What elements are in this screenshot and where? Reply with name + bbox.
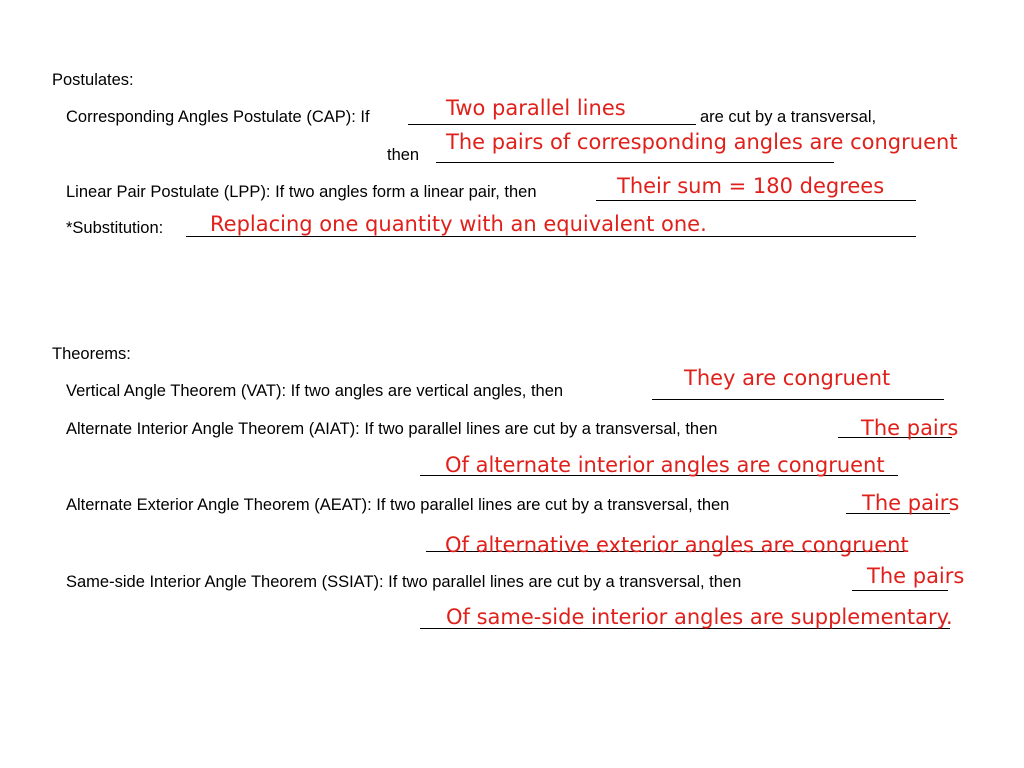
- substitution-answer: Replacing one quantity with an equivalent one.: [210, 212, 707, 236]
- lpp-statement: Linear Pair Postulate (LPP): If two angles form a linear pair, then: [66, 183, 537, 201]
- substitution-blank[interactable]: [186, 236, 916, 237]
- aeat-answer-2: Of alternative exterior angles are congruent: [445, 533, 909, 557]
- aiat-answer-1: The pairs: [861, 416, 959, 440]
- aeat-answer-1: The pairs: [862, 491, 960, 515]
- vat-statement: Vertical Angle Theorem (VAT): If two angles are vertical angles, then: [66, 382, 564, 400]
- cap-then: then: [387, 146, 420, 164]
- cap-blank-2[interactable]: [436, 162, 834, 163]
- ssiat-statement: Same-side Interior Angle Theorem (SSIAT): If two parallel lines are cut by a transversal, then: [66, 573, 742, 591]
- aiat-answer-2: Of alternate interior angles are congruent: [445, 453, 885, 477]
- ssiat-answer-2: Of same-side interior angles are supplementary.: [446, 605, 953, 629]
- theorems-heading: Theorems:: [52, 345, 131, 363]
- aeat-statement: Alternate Exterior Angle Theorem (AEAT): If two parallel lines are cut by a transversal, then: [66, 496, 730, 514]
- cap-answer-2: The pairs of corresponding angles are congruent: [446, 130, 958, 154]
- aiat-statement: Alternate Interior Angle Theorem (AIAT): If two parallel lines are cut by a transversal, then: [66, 420, 718, 438]
- ssiat-blank-1[interactable]: [852, 590, 948, 591]
- lpp-answer: Their sum = 180 degrees: [617, 174, 885, 198]
- vat-blank[interactable]: [652, 399, 944, 400]
- postulates-heading: Postulates:: [52, 71, 134, 89]
- cap-suffix: are cut by a transversal,: [700, 108, 877, 126]
- cap-answer-1: Two parallel lines: [446, 96, 626, 120]
- ssiat-answer-1: The pairs: [867, 564, 965, 588]
- cap-blank-1[interactable]: [408, 124, 696, 125]
- substitution-statement: *Substitution:: [66, 219, 164, 237]
- cap-statement: Corresponding Angles Postulate (CAP): If: [66, 108, 370, 126]
- lpp-blank[interactable]: [596, 200, 916, 201]
- vat-answer: They are congruent: [684, 366, 891, 390]
